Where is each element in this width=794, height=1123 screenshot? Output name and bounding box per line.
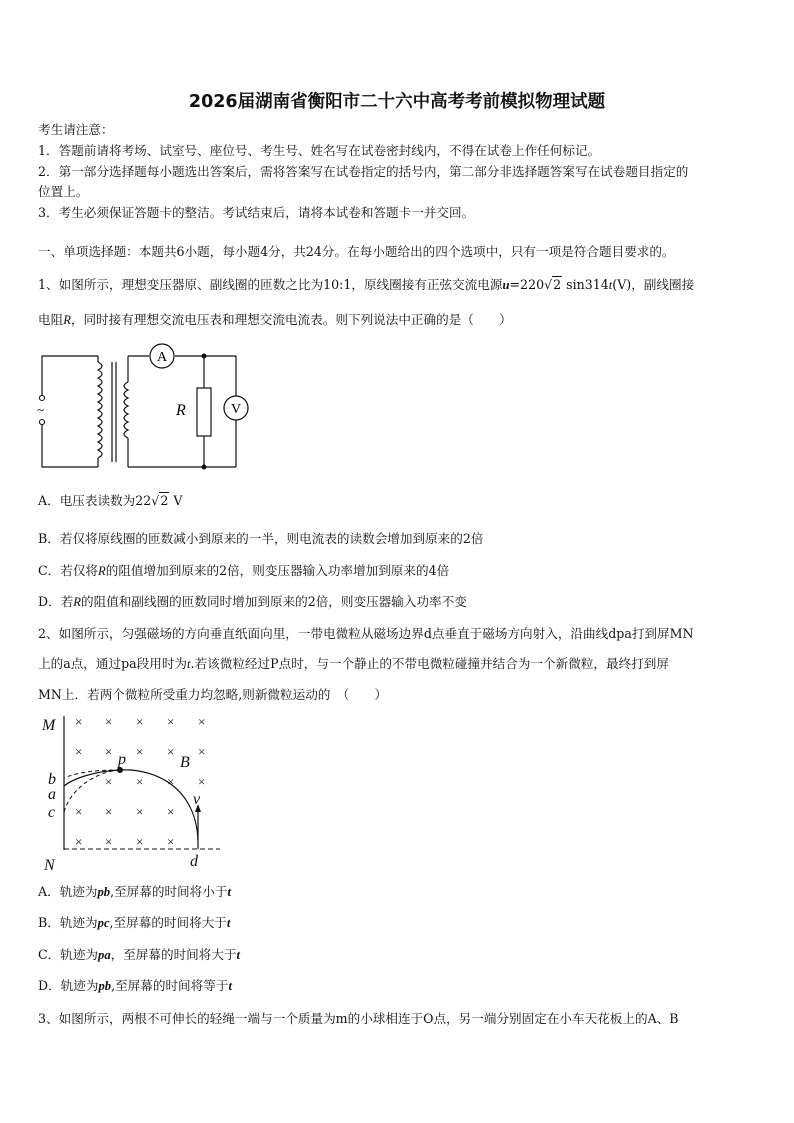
resistor <box>197 388 211 436</box>
label-v: v <box>193 791 201 808</box>
q1-eq: =220 <box>509 277 545 292</box>
q2-option-d-text-2: ,至屏幕的时间将等于 <box>111 978 229 993</box>
cross-mark: × <box>198 744 206 759</box>
label-b: b <box>48 771 56 788</box>
q1-stem-text-2b: ，同时接有理想交流电压表和理想交流电流表。则下列说法中正确的是（ ） <box>70 312 512 327</box>
notice-heading: 考生请注意： <box>38 122 114 137</box>
q2-option-d-t: t <box>228 979 232 993</box>
label-m: M <box>42 717 56 734</box>
q1-option-d-text: D．若 <box>38 594 74 609</box>
q1-t-symbol: t <box>608 278 613 292</box>
q1-sin: sin314 <box>566 277 609 292</box>
q2-stem-text-2a: 上的a点，通过pa段用时为 <box>38 656 188 671</box>
label-n: N <box>44 857 55 870</box>
q2-stem-line3: MN上．若两个微粒所受重力均忽略,则新微粒运动的 （ ） <box>38 687 388 702</box>
cross-mark: × <box>105 834 113 849</box>
q2-t-symbol: t <box>187 657 191 671</box>
q1-stem-text: 1、如图所示，理想变压器原、副线圈的匝数之比为10:1，原线圈接有正弦交流电源 <box>38 277 503 292</box>
label-c: c <box>48 804 56 821</box>
transformer-circuit-figure <box>36 342 260 472</box>
q2-option-a-text-2: ,至屏幕的时间将小于 <box>110 884 228 899</box>
cross-mark: × <box>75 714 83 729</box>
label-b-field: B <box>180 754 190 771</box>
resistor-label: R <box>176 402 186 419</box>
junction-dot <box>202 354 207 359</box>
q2-option-b <box>38 914 230 932</box>
q2-option-c-text: C．轨迹为 <box>38 947 99 962</box>
cross-mark: × <box>75 744 83 759</box>
q1-option-b: B．若仅将原线圈的匝数减小到原来的一半，则电流表的读数会增加到原来的2倍 <box>38 531 484 546</box>
cross-mark: × <box>167 714 175 729</box>
q2-option-a <box>38 883 231 901</box>
label-d: d <box>190 853 198 870</box>
cross-mark: × <box>75 834 83 849</box>
ammeter-label: A <box>157 350 168 365</box>
cross-mark: × <box>75 804 83 819</box>
cross-mark: × <box>136 744 144 759</box>
cross-mark: × <box>105 774 113 789</box>
q1-sqrt: √2 <box>544 277 562 292</box>
notice-item-2: 2．第一部分选择题每小题选出答案后，需将答案写在试卷指定的括号内，第二部分非选择题答案写在试卷题目指定的 <box>38 164 689 179</box>
cross-mark: × <box>105 804 113 819</box>
q2-option-d-text: D．轨迹为 <box>38 978 99 993</box>
q1-stem-line2 <box>38 311 512 329</box>
cross-mark: × <box>167 744 175 759</box>
q1-option-d-R: R <box>73 595 81 609</box>
cross-mark: × <box>136 774 144 789</box>
junction-dot <box>202 465 207 470</box>
q1-stem-text-2a: 电阻 <box>38 312 64 327</box>
cross-mark: × <box>136 714 144 729</box>
cross-mark: × <box>198 774 206 789</box>
q1-sqrt-value: 2 <box>553 277 562 292</box>
q2-option-d <box>38 977 232 995</box>
q2-option-b-text-2: ,至屏幕的时间将大于 <box>109 915 227 930</box>
q1-option-c <box>38 562 449 580</box>
q1-option-a-sqrt-value: 2 <box>160 493 169 508</box>
q1-R-symbol: R <box>63 313 71 327</box>
q2-option-c-text-2: ，至屏幕的时间将大于 <box>110 947 237 962</box>
q2-option-a-text: A．轨迹为 <box>38 884 98 899</box>
voltmeter-label: V <box>231 402 242 417</box>
cross-mark: × <box>136 804 144 819</box>
q1-option-d-text-2: 的阻值和副线圈的匝数同时增加到原来的2倍，则变压器输入功率不变 <box>81 594 467 609</box>
q1-u-symbol: u <box>502 278 510 292</box>
q1-option-d <box>38 593 467 611</box>
cross-mark: × <box>198 714 206 729</box>
label-a: a <box>48 786 56 803</box>
field-crosses <box>75 714 205 849</box>
q2-option-c-path: pa <box>98 948 111 962</box>
q1-option-c-text-2: 的阻值增加到原来的2倍，则变压器输入功率增加到原来的4倍 <box>105 563 450 578</box>
q1-option-a-unit: V <box>173 493 183 508</box>
notice-item-1: 1．答题前请将考场、试室号、座位号、考生号、姓名写在试卷密封线内，不得在试卷上作任何标记。 <box>38 143 601 158</box>
q2-option-a-t: t <box>227 885 231 899</box>
q2-option-a-path: pb <box>97 885 111 899</box>
q2-stem-text-2b: .若该微粒经过P点时，与一个静止的不带电微粒碰撞并结合为一个新微粒，最终打到屏 <box>190 656 669 671</box>
label-p: p <box>118 751 126 768</box>
notice-item-3: 3．考生必须保证答题卡的整洁。考试结束后，请将本试卷和答题卡一并交回。 <box>38 205 475 220</box>
q1-option-a-text: A．电压表读数为22 <box>38 493 152 508</box>
q2-option-d-path: pb <box>98 979 112 993</box>
q2-stem-line1: 2、如图所示，匀强磁场的方向垂直纸面向里，一带电微粒从磁场边界d点垂直于磁场方向射入，沿曲线dpa打到屏MN <box>38 626 694 641</box>
q2-option-b-t: t <box>226 916 231 930</box>
magnetic-field-figure <box>38 710 228 870</box>
cross-mark: × <box>167 834 175 849</box>
notice-item-2-cont: 位置上。 <box>38 184 89 199</box>
q1-stem-line1 <box>38 276 694 294</box>
cross-mark: × <box>105 714 113 729</box>
q2-option-c <box>38 946 240 964</box>
q2-stem-line2 <box>38 655 669 673</box>
q2-option-b-text: B．轨迹为 <box>38 915 98 930</box>
cross-mark: × <box>167 804 175 819</box>
q1-option-a-sqrt: √2 <box>151 493 169 508</box>
cross-mark: × <box>105 744 113 759</box>
trajectory-dpa <box>64 770 198 849</box>
q1-option-c-R: R <box>98 564 106 578</box>
section-heading: 一、单项选择题：本题共6小题，每小题4分，共24分。在每小题给出的四个选项中，只有一项是符合题目要求的。 <box>38 244 675 259</box>
q3-stem-line1: 3、如图所示，两根不可伸长的轻绳一端与一个质量为m的小球相连于O点，另一端分别固定在小车天花板上的A、B <box>38 1011 679 1026</box>
q2-option-c-t: t <box>236 948 241 962</box>
ac-source-symbol: ~ <box>37 402 45 417</box>
q1-unit: (V)，副线圈接 <box>612 277 695 292</box>
q2-option-b-path: pc <box>97 916 110 930</box>
cross-mark: × <box>136 834 144 849</box>
q1-option-c-text: C．若仅将 <box>38 563 99 578</box>
cross-mark: × <box>167 774 175 789</box>
q1-option-a <box>38 492 182 510</box>
page-title: 2026届湖南省衡阳市二十六中高考考前模拟物理试题 <box>188 92 606 112</box>
